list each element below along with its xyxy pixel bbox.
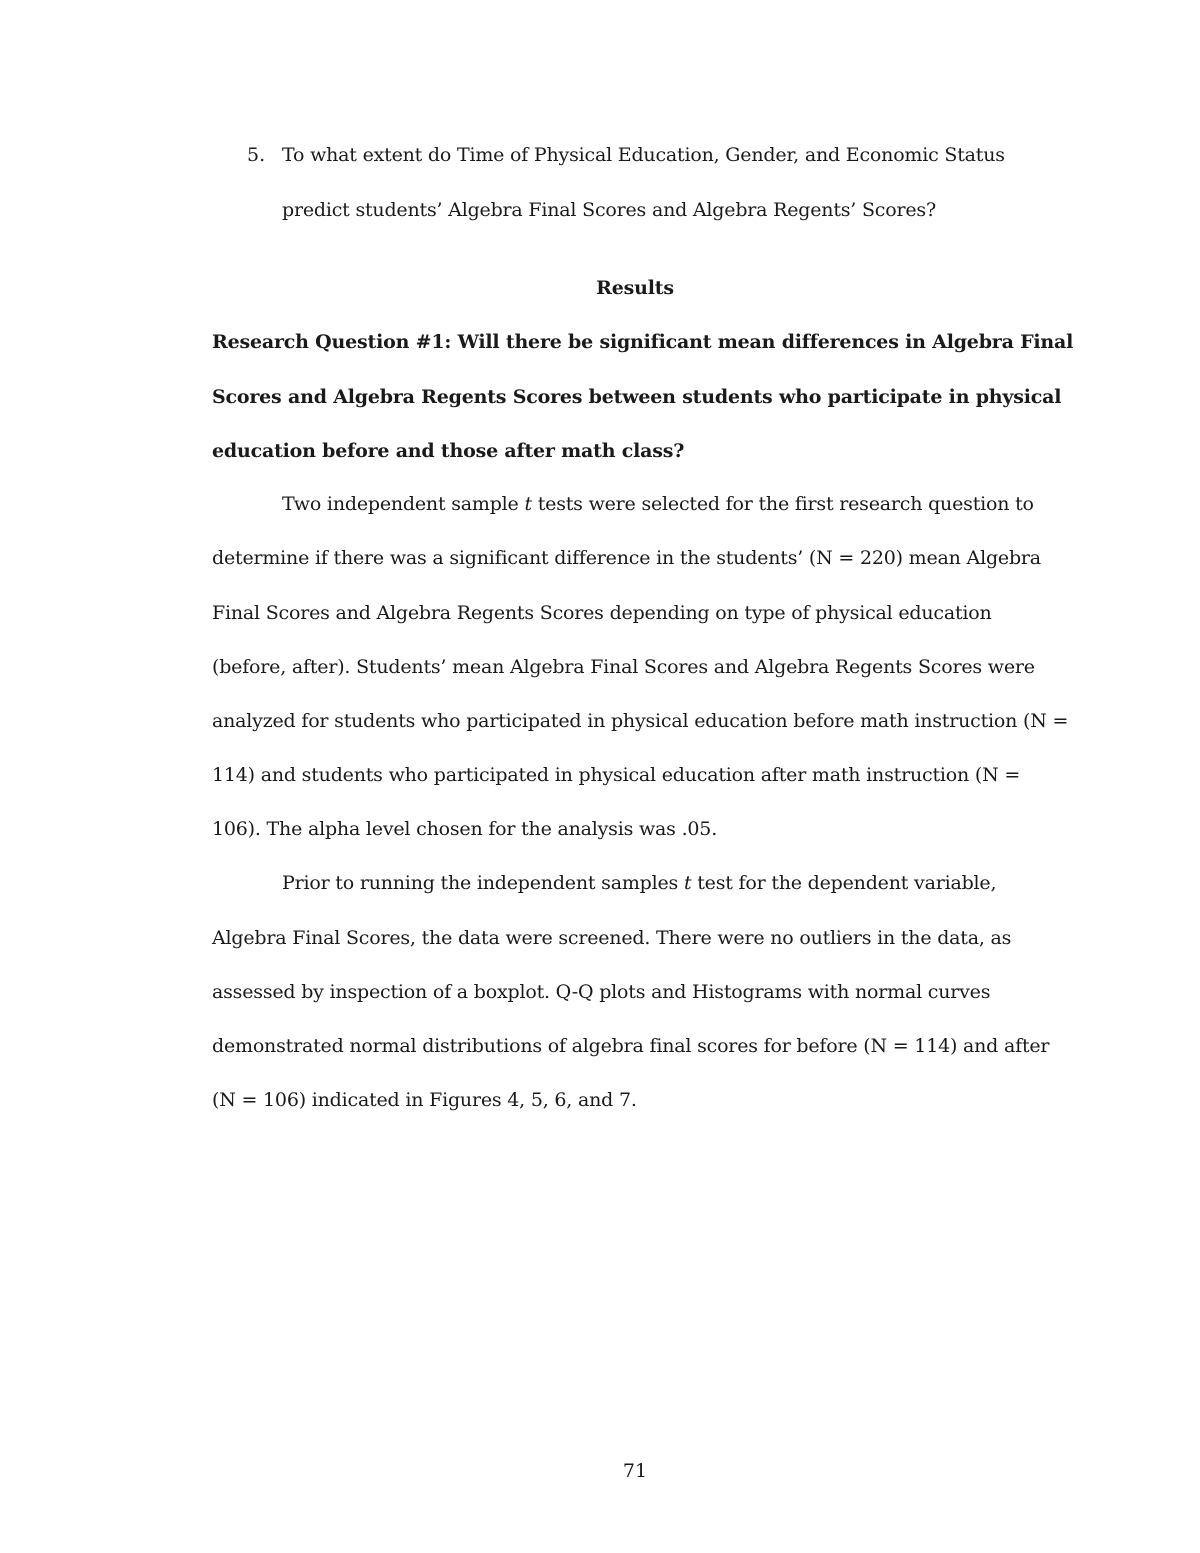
- paragraph-line: determine if there was a significant difference in the students’ (N = 220) mean Algebra: [212, 547, 1041, 569]
- text-span: test for the dependent variable,: [691, 872, 997, 894]
- paragraph-line: demonstrated normal distributions of algebra final scores for before (N = 114) and after: [212, 1035, 1050, 1057]
- text-span: tests were selected for the first research question to: [531, 493, 1034, 515]
- research-question-line: Research Question #1: Will there be significant mean differences in Algebra Final: [212, 331, 1074, 353]
- paragraph-line: [282, 492, 1034, 516]
- paragraph-line: (N = 106) indicated in Figures 4, 5, 6, and 7.: [212, 1089, 637, 1111]
- paragraph-line: Algebra Final Scores, the data were screened. There were no outliers in the data, as: [212, 927, 1012, 949]
- text-span: Two independent sample: [282, 493, 525, 515]
- section-heading: Results: [596, 277, 674, 299]
- research-question-line: Scores and Algebra Regents Scores between students who participate in physical: [212, 386, 1062, 408]
- paragraph-line: 114) and students who participated in physical education after math instruction (N =: [212, 764, 1021, 786]
- page-number: 71: [622, 1460, 648, 1482]
- paragraph-line: (before, after). Students’ mean Algebra Final Scores and Algebra Regents Scores were: [212, 656, 1035, 678]
- paragraph-line: assessed by inspection of a boxplot. Q-Q plots and Histograms with normal curves: [212, 981, 991, 1003]
- paragraph-line: 106). The alpha level chosen for the analysis was .05.: [212, 818, 718, 840]
- list-item-line: predict students’ Algebra Final Scores and Algebra Regents’ Scores?: [282, 199, 936, 221]
- paragraph-line: analyzed for students who participated in physical education before math instruction (N =: [212, 710, 1069, 732]
- research-question-line: education before and those after math class?: [212, 440, 685, 462]
- italic-t: t: [524, 493, 532, 515]
- italic-t: t: [683, 872, 692, 894]
- list-item-line: To what extent do Time of Physical Education, Gender, and Economic Status: [282, 144, 1005, 166]
- paragraph-line: [282, 871, 996, 895]
- list-number: 5.: [247, 144, 266, 166]
- paragraph-line: Final Scores and Algebra Regents Scores depending on type of physical education: [212, 602, 992, 624]
- text-span: Prior to running the independent samples: [282, 872, 684, 894]
